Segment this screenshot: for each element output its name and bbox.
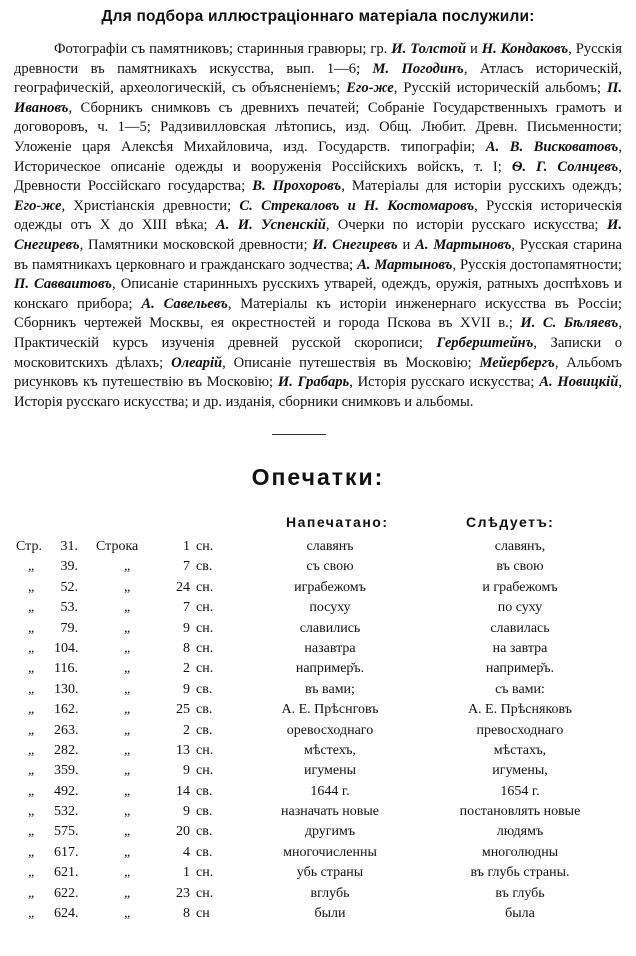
line-number: 1 [183, 865, 190, 881]
source-text: , Описаніе старинныхъ русскихъ утварей, одеждъ, оружія, ратныхъ доспѣховъ и конскаго прибора; [14, 276, 622, 312]
printed-text: посуху [309, 600, 351, 616]
printed-text: играбежомъ [294, 579, 366, 595]
ditto-mark: „ [28, 742, 35, 758]
page-number: 575. [54, 824, 79, 840]
source-text: , Записки о московитскихъ дѣлахъ; [14, 334, 622, 371]
ditto-mark: „ [28, 620, 35, 636]
printed-text: вглубь [310, 885, 350, 901]
ditto-mark: „ [28, 763, 35, 779]
correct-text: въ глубь страны. [470, 865, 570, 881]
page-number: 52. [60, 579, 78, 595]
source-author: Н. Кондаковъ [481, 41, 569, 57]
source-author: И. Толстой [391, 41, 467, 57]
source-text: , Исторія русскаго искусства; и др. изданія, сборники снимковъ и альбомы. [14, 374, 623, 410]
ditto-mark: „ [124, 620, 131, 636]
correct-text: по суху [497, 600, 543, 616]
printed-text: назавтра [304, 640, 356, 656]
correct-text: игумены, [492, 763, 548, 779]
ditto-mark: „ [124, 865, 131, 881]
source-text: , Сборникъ снимковъ съ древнихъ печатей; Собраніе Государственныхъ грамотъ и договоровъ, ч. 1—5; Радзивилловская лѣтопись, изд. Общ. Любит. Древн. Письменности; Уложеніе царя Алексѣя Михайловича, изд. Государств. типографіи; [14, 99, 622, 155]
page-number: 622. [54, 885, 79, 901]
printed-text: были [314, 906, 346, 922]
ditto-mark: „ [28, 804, 35, 820]
source-author: А. Мартыновъ [415, 236, 512, 253]
errata-row [0, 761, 636, 781]
line-direction: св. [196, 681, 213, 697]
line-direction: сн. [196, 539, 214, 554]
ditto-mark: „ [124, 600, 131, 616]
errata-row [0, 863, 636, 883]
page-number: 624. [54, 906, 79, 922]
source-text: , Русскія достопамятности; [452, 256, 622, 273]
source-text: и [397, 236, 416, 253]
printed-text: съ свою [306, 559, 354, 575]
printed-text: оревосходнаго [286, 722, 374, 738]
page-number: 532. [54, 804, 79, 820]
ditto-mark: „ [28, 824, 35, 840]
correct-text: постановлять новые [459, 804, 581, 820]
line-number: 7 [183, 600, 190, 616]
ditto-mark: „ [28, 885, 35, 901]
ditto-mark: „ [124, 661, 131, 677]
line-number: 2 [183, 661, 190, 677]
source-text: , Русскія историческія одежды отъ X до XIII вѣка; [14, 197, 622, 234]
printed-text: мѣстехъ, [303, 742, 357, 758]
ditto-mark: „ [124, 906, 131, 922]
line-label: Строка [96, 539, 139, 554]
source-text: , Матеріалы для исторіи русскихъ одеждъ; [341, 178, 623, 195]
line-number: 24 [176, 579, 190, 595]
correct-text: была [505, 906, 535, 922]
source-text: Фотографіи съ памятниковъ; старинныя гравюры; гр. [54, 41, 392, 57]
line-number: 25 [176, 702, 190, 718]
correct-text: на завтра [492, 640, 548, 656]
source-author: А. В. Висковатовъ [485, 138, 619, 155]
errata-row [0, 843, 636, 863]
page-number: 282. [54, 742, 79, 758]
page-number: 104. [54, 640, 79, 656]
ditto-mark: „ [28, 906, 35, 922]
divider-1 [272, 434, 326, 435]
column-header-correct: Слѣдуетъ: [466, 514, 555, 530]
source-author: Его-же [14, 197, 62, 214]
source-author: В. Прохоровъ [252, 178, 342, 195]
correct-text: превосходнаго [476, 722, 564, 738]
ditto-mark: „ [28, 579, 35, 595]
line-direction: сн. [196, 579, 214, 595]
source-author: Мейербергъ [479, 354, 555, 371]
line-number: 13 [176, 742, 190, 758]
ditto-mark: „ [124, 640, 131, 656]
errata-row [0, 721, 636, 741]
correct-text: въ свою [496, 559, 544, 575]
correct-text: славилась [490, 620, 550, 636]
ditto-mark: „ [28, 681, 35, 697]
errata-row [0, 802, 636, 822]
printed-text: убь страны [296, 865, 364, 881]
ditto-mark: „ [124, 763, 131, 779]
line-number: 20 [176, 824, 190, 840]
page-number: 621. [54, 865, 79, 881]
line-direction: сн. [196, 661, 214, 677]
ditto-mark: „ [28, 661, 35, 677]
printed-text: многочисленны [283, 844, 377, 860]
line-direction: сн. [196, 620, 214, 636]
source-text: , Русская старина въ памятникахъ церковнаго и гражданскаго зодчества; [14, 236, 622, 273]
line-number: 4 [183, 844, 190, 860]
ditto-mark: „ [124, 783, 131, 799]
page-number: 492. [54, 783, 79, 799]
correct-text: мѣстахъ, [493, 742, 547, 758]
line-direction: св. [196, 804, 213, 820]
errata-row [0, 619, 636, 639]
source-author: А. Мартыновъ [357, 256, 453, 273]
source-text: , Русскія древности въ памятникахъ искусства, вып. 1—6; [14, 41, 622, 77]
line-number: 9 [183, 804, 190, 820]
printed-text: например̌ъ. [295, 661, 365, 677]
page-number: 116. [54, 661, 78, 677]
errata-row [0, 884, 636, 904]
line-number: 9 [183, 620, 190, 636]
printed-text: въ вами; [305, 681, 355, 697]
errata-row [0, 782, 636, 802]
source-author: И. Снегиревъ [14, 217, 622, 253]
source-author: А. Новицкій [539, 374, 619, 391]
line-direction: св. [196, 559, 213, 575]
source-text: , Атласъ историческій, географическій, археологическій, съ объясненіемъ; [14, 60, 622, 97]
ditto-mark: „ [124, 742, 131, 758]
page-number: 130. [54, 681, 79, 697]
errata-row [0, 741, 636, 761]
line-direction: св. [196, 702, 213, 718]
correct-text: например̌ъ. [485, 661, 555, 677]
line-direction: сн. [196, 742, 214, 758]
correct-text: людямъ [496, 824, 544, 840]
ditto-mark: „ [28, 722, 35, 738]
correct-text: А. Е. Прѣсняковъ [467, 702, 573, 718]
ditto-mark: „ [124, 885, 131, 901]
line-number: 9 [183, 681, 190, 697]
errata-row [0, 578, 636, 598]
printed-text: игумены [303, 763, 357, 779]
source-text: , Альбомъ рисунковъ къ путешествію въ Московію; [14, 354, 622, 391]
source-author: А. Савельевъ [141, 295, 228, 312]
line-direction: св. [196, 722, 213, 738]
errata-row [0, 639, 636, 659]
correct-text: въ глубь [495, 885, 545, 901]
ditto-mark: „ [124, 559, 131, 575]
source-text: и [466, 41, 482, 57]
column-header-printed: Напечатано: [286, 514, 389, 530]
ditto-mark: „ [28, 844, 35, 860]
ditto-mark: „ [124, 804, 131, 820]
errata-row [0, 904, 636, 924]
ditto-mark: „ [28, 559, 35, 575]
errata-table [0, 537, 636, 924]
source-author: И. Снегиревъ [312, 236, 398, 253]
line-number: 2 [183, 722, 190, 738]
source-author: П. Савваитовъ [14, 276, 112, 293]
ditto-mark: „ [28, 640, 35, 656]
page-number: 53. [60, 600, 78, 616]
line-number: 23 [176, 885, 190, 901]
line-direction: св. [196, 844, 213, 860]
line-direction: сн. [196, 600, 214, 616]
correct-text: и грабежомъ [482, 579, 558, 595]
source-author: Герберштейнъ [436, 334, 534, 351]
printed-text: назначать новые [281, 804, 379, 820]
printed-text: славянъ [306, 539, 354, 554]
errata-heading: Опечатки: [251, 464, 385, 490]
line-number: 7 [183, 559, 190, 575]
source-text: , Древности Россійскаго государства; [14, 158, 622, 195]
line-direction: сн [196, 906, 210, 922]
source-text: , Исторія русскаго искусства; [349, 374, 540, 391]
source-author: Ѳ. Г. Солнцевъ [511, 158, 619, 175]
ditto-mark: „ [124, 722, 131, 738]
errata-row [0, 598, 636, 618]
source-author: И. Грабарь [277, 374, 350, 391]
line-number: 14 [176, 783, 190, 799]
correct-text: многолюдны [481, 844, 559, 860]
sources-paragraph [14, 40, 622, 412]
source-text: , Памятники московской древности; [79, 236, 313, 253]
errata-row [0, 557, 636, 577]
line-direction: св. [196, 824, 213, 840]
source-text: , Очерки по исторіи русскаго искусства; [325, 217, 607, 234]
line-number: 8 [183, 906, 190, 922]
source-text: , Описаніе путешествія въ Московію; [222, 354, 480, 371]
line-number: 9 [183, 763, 190, 779]
ditto-mark: „ [28, 600, 35, 616]
source-author: П. Ивановъ [14, 80, 622, 116]
page-number: 263. [54, 722, 79, 738]
errata-row [0, 659, 636, 679]
printed-text: 1644 г. [310, 783, 350, 799]
correct-text: 1654 г. [500, 783, 540, 799]
sources-heading: Для подбора иллюстраціоннаго матеріала послужили: [101, 8, 535, 25]
line-number: 1 [183, 539, 190, 554]
ditto-mark: „ [124, 844, 131, 860]
ditto-mark: „ [124, 824, 131, 840]
ditto-mark: „ [124, 681, 131, 697]
source-author: Олеарій [171, 354, 223, 371]
source-text: , Матеріалы къ исторіи инженернаго искусства въ Россіи; Сборникъ чертежей Москвы, ея окрестностей и города Пскова въ XVII в.; [14, 295, 622, 332]
printed-text: А. Е. Прѣснговъ [281, 702, 379, 718]
correct-text: съ вами: [495, 681, 545, 697]
page-number: 39. [60, 559, 78, 575]
line-direction: сн. [196, 865, 214, 881]
ditto-mark: „ [28, 865, 35, 881]
line-direction: сн. [196, 640, 214, 656]
source-text: , Практическій курсъ изученія древней русской скорописи; [14, 315, 623, 351]
source-author: И. С. Бѣляевъ [520, 315, 619, 332]
source-text: , Русскій историческій альбомъ; [393, 80, 607, 97]
source-author: М. Погодинъ [372, 60, 464, 77]
errata-row [0, 680, 636, 700]
ditto-mark: „ [28, 783, 35, 799]
source-author: Его-же [346, 80, 394, 97]
source-author: А. И. Успенскій [216, 217, 326, 234]
ditto-mark: „ [28, 702, 35, 718]
ditto-mark: „ [124, 702, 131, 718]
page-number: 79. [60, 620, 78, 636]
printed-text: другимъ [304, 824, 356, 840]
page-number: 359. [54, 763, 79, 779]
page-number: 31. [60, 539, 78, 554]
line-direction: сн. [196, 885, 214, 901]
page-prefix: Стр. [16, 539, 42, 554]
source-author: С. Стрекаловъ и Н. Костомаровъ [239, 197, 475, 214]
line-direction: сн. [196, 763, 214, 779]
source-text: , Историческое описаніе одежды и вооруженія Россійскихъ войскъ, т. I; [14, 138, 622, 175]
page-number: 617. [54, 844, 79, 860]
page-number: 162. [54, 702, 79, 718]
line-direction: св. [196, 783, 213, 799]
correct-text: славянъ, [494, 539, 546, 554]
printed-text: славились [299, 620, 361, 636]
errata-row [0, 822, 636, 842]
ditto-mark: „ [124, 579, 131, 595]
errata-row [0, 537, 636, 557]
source-text: , Христіанскія древности; [61, 197, 240, 214]
line-number: 8 [183, 640, 190, 656]
errata-row [0, 700, 636, 720]
